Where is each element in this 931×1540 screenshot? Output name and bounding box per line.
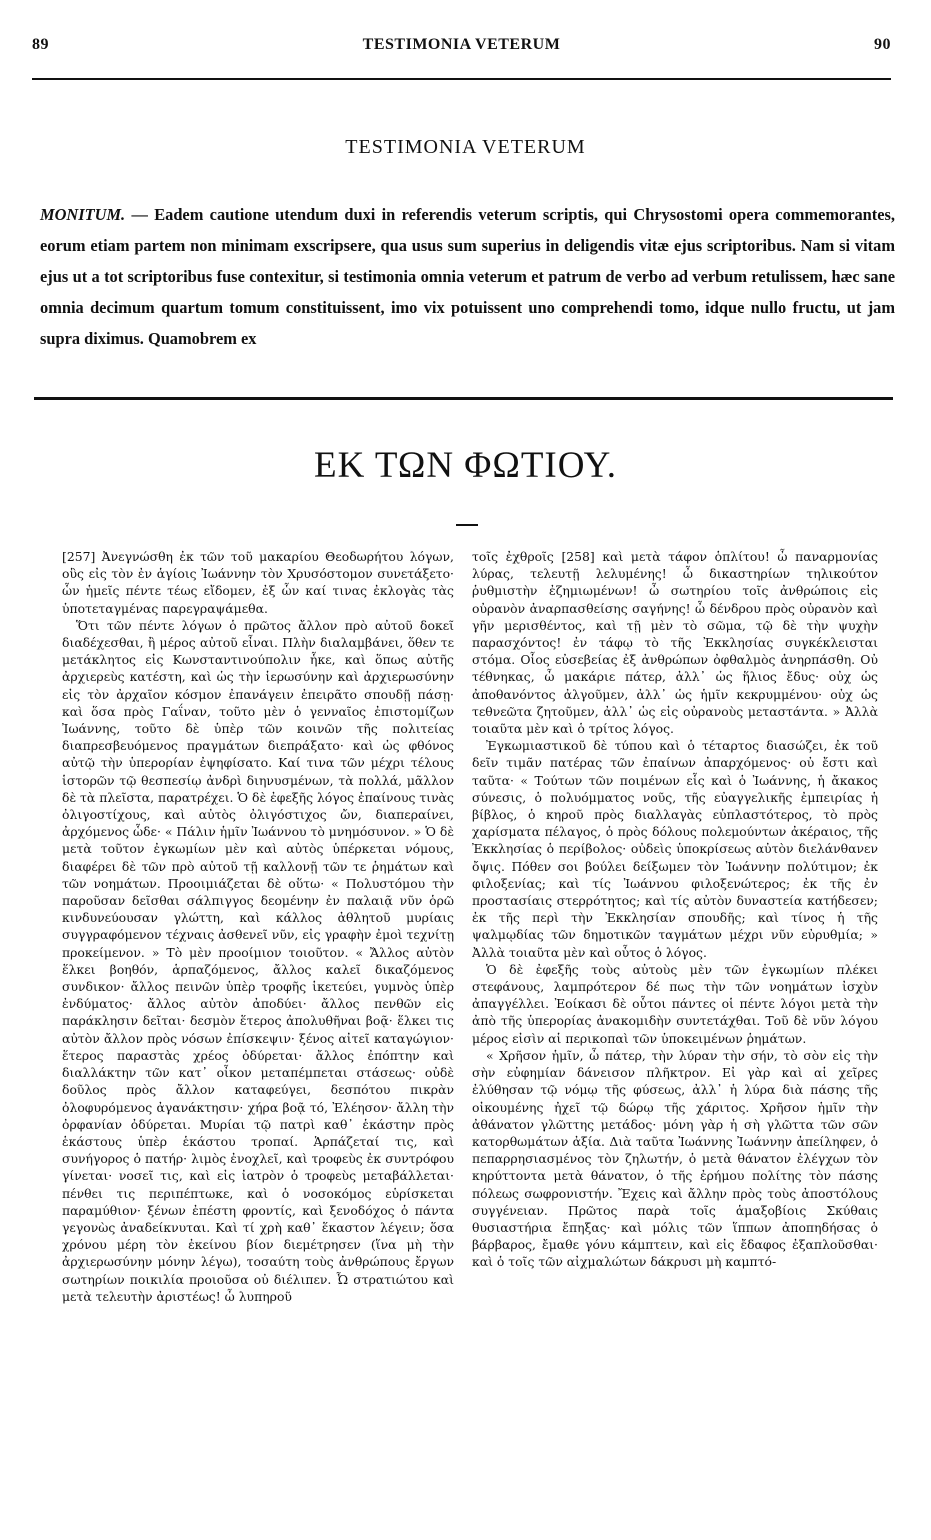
running-head — [32, 34, 891, 56]
right-page-number: 90 — [873, 36, 891, 53]
paragraph: Ὅτι τῶν πέντε λόγων ὁ πρῶτος ἄλλον πρὸ αὐτοῦ δοκεῖ διαδέχεσθαι, ἢ μέρος αὐτοῦ εἶναι. Πλὴν διαλαμβάνει, ὅθεν τε μετάκλητος εἰς Κωνσταντινούπολιν ἧκε, καὶ ὅπως αὐτῆς ἀρχιερεὺς κατέστη, καὶ ὡς τὴν ἱερωσύνην καὶ ἀρχιερωσύνην εἰς τὸν ἀρχαῖον κόσμον ἐπανάγειν ἐπειρᾶτο σπουδῇ πάσῃ· καὶ ὅσα πρὸς Γαΐναν, τοῦτο μὲν ὁ γενναῖος ἐπιστομίζων Ἰωάννης, τοῦτο δὲ ὑπὲρ τῶν κοινῶν τῆς πολιτείας διαπρεσβευόμενος πραγμάτων διεπράξατο· καὶ ὡς φθόνος αὐτῷ τὴν ὑπερορίαν ἐψηφίσατο. Καί τινα τῶν μέχρι τέλους ἱστορῶν τῷ θεσπεσίῳ ἀνδρὶ διηνυσμένων, τὰ πολλά, μᾶλλον δὲ τὰ πλεῖστα, παρατρέχει. Ὁ δὲ ἐφεξῆς λόγος ἐπαίνους τινὰς ὀλιγοστίχους, καὶ αὐτὸς ὀλιγόστιχος ὤν, διαπεραίνει, ἀρχόμενος ὧδε· « Πάλιν ἡμῖν Ἰωάννου τὸ μνημόσυνον. » Ὁ δὲ μετὰ τοῦτον ἐγκωμίων μὲν καὶ αὐτὸς ὑπέρκεται νόμους, διαφέρει δὲ τῶν πρὸ αὐτοῦ τῇ καλλονῇ τῶν τε ῥημάτων καὶ τῶν νοημάτων. Προοιμιάζεται δὲ οὕτω· « Πολυστόμου τὴν παροῦσαν δεῖσθαι σάλπιγγος δεομένην ἐν παλαιᾷ νῦν ὁρῶ κινδυνεύουσαν γλώττη, καὶ κάλλος ἀθλητοῦ μυρίαις συγγραφόμενον τέχναις ἀσθενεῖ νῦν, εἰς γραφὴν ἐμοὶ τεχνίτῃ προκείμενον. » Τὸ μὲν προοίμιον τοιοῦτον. « Ἄλλος αὐτὸν ἕλκει βοηθόν, ἁρπαζόμενος, ἄλλος καλεῖ δικαζόμενος συνδικον· ἄλλος πεινῶν ὑπὲρ τροφῆς ἱκετεύει, γυμνὸς ὑπὲρ ἐνδύματος· ἄλλος αὐτὸν ἀποδύει· ἄλλος πενθῶν εἰς παράκλησιν δεῖται· δεσμὸν ἕτερος ἀπολυθῆναι βοᾷ· ἕλκει τις αὐτὸν ἄλλον πρὸς νόσων ἐπίσκεψιν· ξένος αἰτεῖ καταγώγιον· ἕτερος παραστὰς χρέος ὀδύρεται· ἄλλος ἐπόπτην καὶ διαλλάκτην τῶν κατ᾽ οἶκον μεταπέμπεται στάσεως· οὐδὲ δοῦλος πρὸς ἄλλον καταφεύγει, δεσπότου πικρὰν ὀλοφυρόμενος ἀγανάκτησιν· χήρα βοᾷ τό, Ἐλέησον· ἄλλη τὴν ὀρφανίαν ὀδύρεται. Μυρίαι τῷ πατρὶ καθ᾽ ἑκάστην πρὸς ἑκάστους ὑπὲρ ἑκάστου τροπαί. Ἁρπάζεταί τις, καὶ συνήγορος ὁ πατήρ· λιμὸς ἐνοχλεῖ, καὶ τροφεὺς ἐκ συντρόφου γίνεται· νοσεῖ τις, καὶ εἰς ἰατρὸν ὁ τροφεὺς μεταβάλλεται· πένθει τις περιπέπτωκε, καὶ ὁ νοσοκόμος εὑρίσκεται παραμύθιον· ξένων ἐπέστη φροντίς, καὶ ξενοδόχος ὁ πάντα γεγονὼς ἀναδείκνυται. Καὶ τί χρὴ καθ᾽ ἕκαστον λέγειν; ὅσα χρόνου μέρη τὸν ἐκείνου βίον διεμέτρησεν (ἵνα μὴ τὴν ἀρχιερωσύνην μόνην λέγω), τοσαύτη τοὺς ἀνθρώπους ἔργων σωτηρίων ποικιλία προιοῦσα οὐ διέλιπεν. Ὦ στρατιώτου καὶ μετὰ τελευτὴν ἀριστέως! ὦ λυπηροῦ — [62, 617, 454, 1304]
left-column — [62, 548, 454, 1508]
header-rule — [32, 78, 891, 80]
paragraph: « Χρῆσον ἡμῖν, ὦ πάτερ, τὴν λύραν τὴν σήν, τὸ σὸν εἰς τὴν σὴν εὐφημίαν δάνεισον πλῆκτρον. Εἰ γὰρ καὶ αἱ χεῖρες ἐλύθησαν τῷ νόμῳ τῆς φύσεως, ἀλλ᾽ ἡ λύρα διὰ πάσης τῆς οἰκουμένης ἠχεῖ τῷ δώρῳ τῆς χάριτος. Χρῆσον ἡμῖν τὴν ἀθάνατον γλῶττης μετάδος· μόνη γὰρ ἡ σὴ γλῶττα τῶν σῶν κατορθωμάτων ἀξία. Διὰ ταῦτα Ἰωάννης Ἰωάννην ἀπείληφεν, ὁ πεπαρρησιασμένος τὸν ζηλωτήν, ὁ μετὰ θάνατον ἐλέγχων τὸν κηρύττοντα μετὰ θάνατον, ὁ τῆς ἐρήμου πολίτης τὸν πάσης πόλεως σωφρονιστήν. Ἔχεις καὶ ἄλλην πρὸς τοὺς ἀποστόλους συγγένειαν. Πρῶτος παρὰ τοῖς ἁμαξοβίοις Σκύθαις θυσιαστήρια ἔπηξας· καὶ μόλις τῶν ἵππων ἀποπηδήσας ὁ βάρβαρος, ἔμαθε γόνυ κάμπτειν, καὶ εἰς ἔδαφος ἐξαπλοῦσθαι· καὶ ὁ τοῖς τῶν αἰχμαλώτων δάκρυσι μὴ καμπτό- — [472, 1047, 878, 1270]
monitum-paragraph — [40, 199, 895, 354]
paragraph: τοῖς ἐχθροῖς [258] καὶ μετὰ τάφον ὁπλίτου! ὦ παναρμονίας λύρας, τελευτῇ λελυμένης! ὦ δικαστηρίων τηλικούτον ῥυθμιστὴν ἐζημιωμένων! ὦ σωτηρίου τοῖς ἀνθρώποις εἰς οὐρανὸν ἀναρπασθείσης σαγήνης! ὦ δένδρου πρὸς οὐρανὸν καὶ γῆν μερισθέντος, καὶ τῇ μὲν τὸ σῶμα, τῷ δὲ τὴν ψυχὴν παρασχόντος! ἐν τάφῳ τὸ τῆς Ἐκκλησίας συγκέκλεισται στόμα. Οἷος εὐσεβείας ἐξ ἀνθρώπων ὀφθαλμὸς ἀνηρπάσθη. Οὐ τέθνηκας, ὦ μακάριε πάτερ, ἀλλ᾽ ὡς ἥλιος ἔδυς· οὐχ ὡς ἀποθανόντος ἀλγοῦμεν, ἀλλ᾽ ὡς ἡμῖν κεκρυμμένου· οὐχ ὡς τεθνεῶτα ζητοῦμεν, ἀλλ᾽ ὡς εἰς οὐρανοὺς μεταστάντα. » Ἀλλὰ τοιαῦτα μὲν καὶ ὁ τρίτος λόγος. — [472, 549, 878, 737]
greek-heading: ΕΚ ΤΩΝ ΦΩΤΙΟΥ. — [313, 445, 618, 486]
section-divider — [34, 397, 893, 400]
monitum-text: — Eadem cautione utendum duxi in referendis veterum scriptis, qui Chrysostomi opera commemorantes, eorum etiam partem non minimam exscripsere, qua usus sum superius in deligendis vitæ ejus scriptoribus. Nam si vitam ejus ut a tot scriptoribus fuse contexitur, si testimonia omnia veterum et patrum de verbo ad verbum retulissem, hæc sane omnia decimum quartum tomum constituissent, imo vix potuissent uno comprehendi tomo, idque nullo fructu, ut jam supra diximus. Quamobrem ex — [40, 205, 895, 348]
paragraph: Ὁ δὲ ἐφεξῆς τοὺς αὐτοὺς μὲν τῶν ἐγκωμίων πλέκει στεφάνους, λαμπρότερον δέ πως τὴν τῶν νοημάτων ἰσχὺν ἀπαγγέλλει. Ἐοίκασι δὲ οὗτοι πάντες οἱ πέντε λόγοι μετὰ τὴν ἀπὸ τῆς ὑπερορίας ἀνακομιδὴν συντετάχθαι. Τοῦ δὲ νῦν λόγου μέρος εἰσὶν αἱ περικοπαὶ τῶν ὑποκειμένων ῥημάτων. — [472, 961, 878, 1046]
heading-dash — [456, 524, 478, 526]
right-column — [472, 548, 878, 1508]
paragraph: Ἐγκωμιαστικοῦ δὲ τύπου καὶ ὁ τέταρτος διασώζει, ἐκ τοῦ δεῖν τιμᾶν πατέρας τῶν ἐπαίνων ἀπαρχόμενος· οὐ ἔστι καὶ ταῦτα· « Τούτων τῶν ποιμένων εἷς καὶ ὁ Ἰωάννης, ἡ ἄκακος σύνεσις, ὁ πολυόμματος νοῦς, τῆς εὐαγγελικῆς ἐμπειρίας ἡ βίβλος, ὁ κηροῦ πρὸς διαλλαγὰς εὐπλαστότερος, τὸ πρὸς χαρίσματα πέλαγος, ὁ πρὸς δόλους πολεμούντων ἀκέραιος, τῆς Ἐκκλησίας ὁ περίβολος· οὐδεὶς ὑποκρίσεως αὐτὸν διελάνθανεν ὄψις. Πόθεν σοι βούλει δείξωμεν τὸν Ἰωάννην πολύτιμον; ἐκ φιλοξενίας; καὶ τίς Ἰωάννου φιλοξενώτερος; ἐκ τῆς ἐν προστασίαις στερρότητος; καὶ τίς αὐτὸν δυναστεία κατήδεσεν; ἐκ τῆς περὶ τὴν Ἐκκλησίαν σπουδῆς; καὶ τίνος ἡ τῆς ψαλμῳδίας τῶν δημοτικῶν ταγμάτων μέχρι νῦν εὐρυθμία; » Ἀλλὰ τοιαῦτα μὲν καὶ οὗτος ὁ λόγος. — [472, 738, 878, 960]
section-title: TESTIMONIA VETERUM — [345, 136, 586, 158]
running-title: TESTIMONIA VETERUM — [362, 36, 561, 53]
paragraph: [257] Ἀνεγνώσθη ἐκ τῶν τοῦ μακαρίου Θεοδωρήτου λόγων, οὓς εἰς τὸν ἐν ἁγίοις Ἰωάννην τὸν Χρυσόστομον συνετάξετο· ὧν ἡμεῖς πέντε τέως εἴδομεν, ἐξ ὧν καί τινας ἐκλογὰς τὰς ὑποτεταγμένας παρεγραψάμεθα. — [62, 549, 454, 616]
left-page-number: 89 — [32, 36, 49, 53]
monitum-lead: MONITUM. — [40, 205, 126, 224]
